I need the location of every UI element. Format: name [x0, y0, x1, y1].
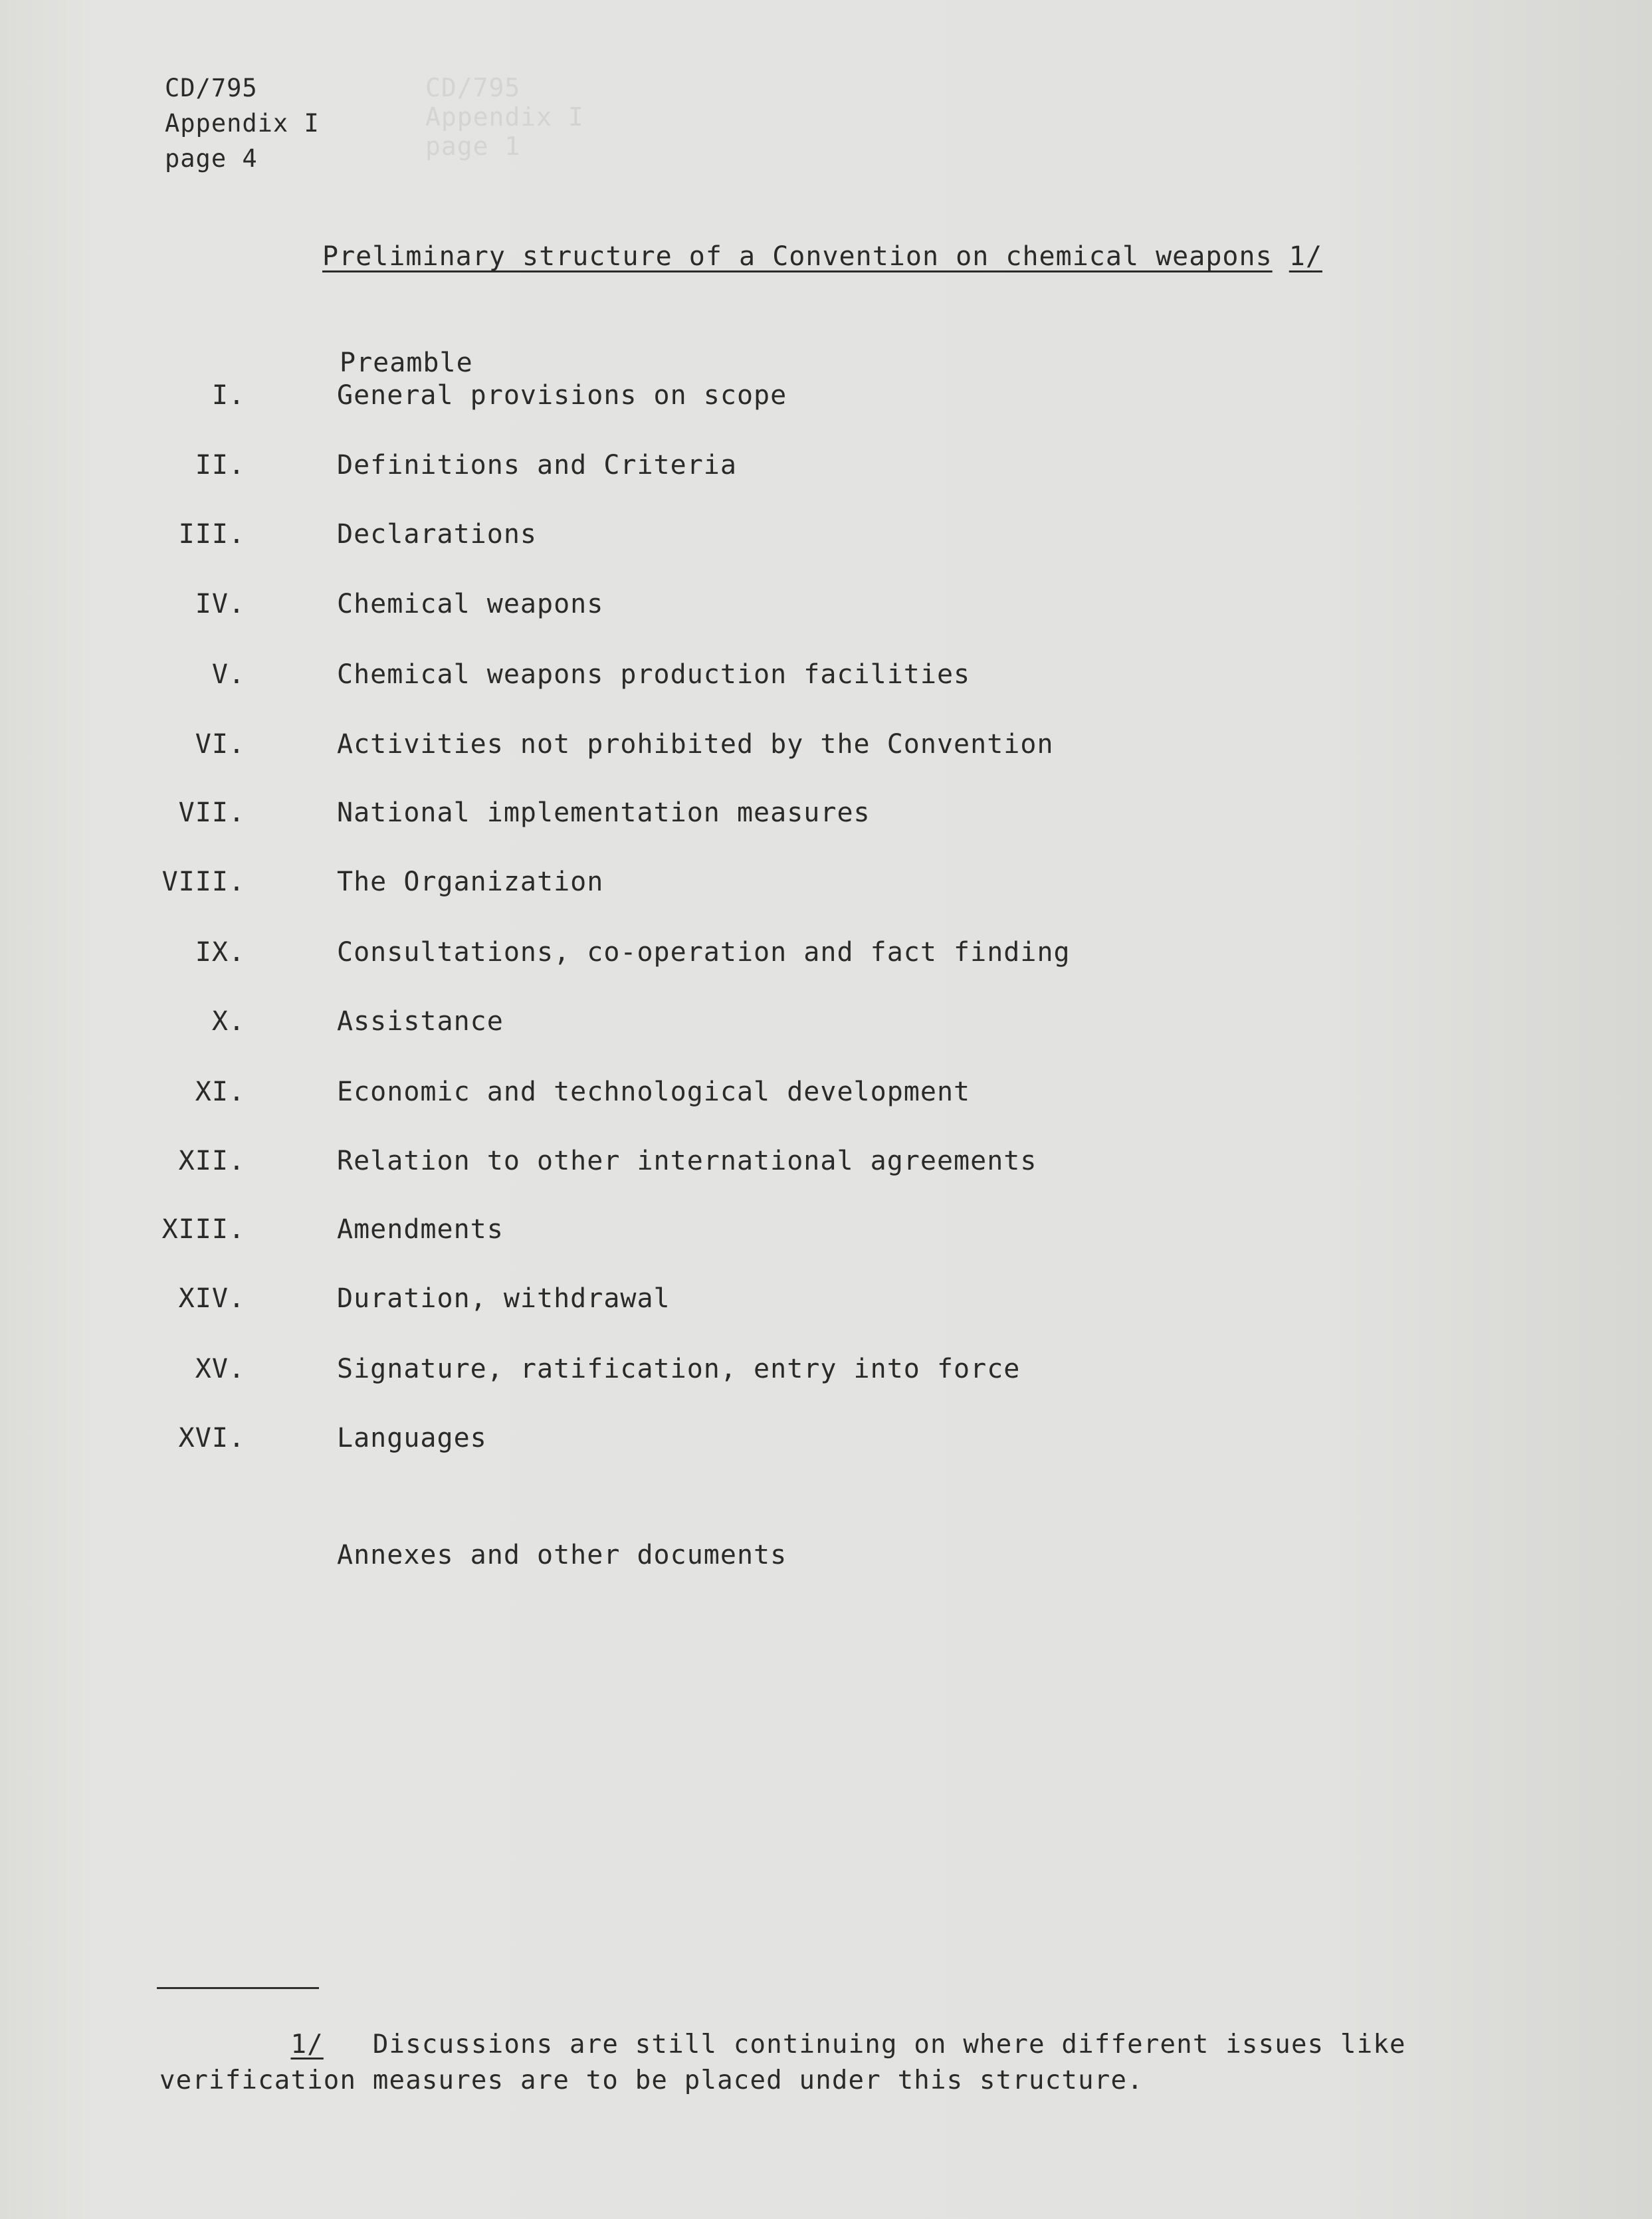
article-number: VIII. [161, 867, 245, 897]
article-number: VII. [178, 797, 245, 828]
article-row [0, 1211, 1652, 1248]
article-number: IV. [195, 589, 245, 619]
article-number: VI. [195, 729, 245, 760]
article-row [0, 1073, 1652, 1110]
document-symbol: CD/795 [165, 74, 258, 102]
article-title: General provisions on scope [337, 380, 787, 411]
footnote-mark: 1/ [290, 2030, 324, 2060]
document-title [322, 241, 1322, 272]
article-number: II. [195, 450, 245, 480]
article-number: III. [178, 519, 245, 550]
article-title: Activities not prohibited by the Convention [337, 729, 1054, 760]
article-row [0, 794, 1652, 831]
article-number: XIV. [178, 1283, 245, 1314]
article-title: The Organization [337, 867, 604, 897]
article-row [0, 1350, 1652, 1388]
article-title: Declarations [337, 519, 537, 550]
article-title: National implementation measures [337, 797, 871, 828]
article-row [0, 726, 1652, 763]
document-header [165, 70, 320, 176]
title-text: Preliminary structure of a Convention on chemical weapons [322, 241, 1273, 272]
annexes-label: Annexes and other documents [337, 1540, 787, 1570]
article-row [0, 585, 1652, 623]
preamble-row [0, 307, 1652, 378]
article-number: XI. [195, 1077, 245, 1107]
article-row [0, 863, 1652, 900]
article-row [0, 377, 1652, 414]
footnote-line-2: verification measures are to be placed under this structure. [159, 2065, 1144, 2095]
preamble-label: Preamble [340, 348, 473, 378]
article-title: Relation to other international agreements [337, 1146, 1037, 1176]
article-number: V. [211, 659, 245, 690]
article-row [0, 447, 1652, 484]
article-row [0, 1280, 1652, 1317]
footnote-divider [157, 1987, 319, 1989]
annexes-row [0, 1499, 1652, 1570]
article-number: XIII. [161, 1214, 245, 1245]
article-row [0, 1142, 1652, 1180]
article-number: XII. [178, 1146, 245, 1176]
article-number: X. [211, 1006, 245, 1037]
article-title: Amendments [337, 1214, 504, 1245]
article-title: Definitions and Criteria [337, 450, 737, 480]
article-row [0, 516, 1652, 553]
article-title: Chemical weapons [337, 589, 604, 619]
article-title: Consultations, co-operation and fact finding [337, 937, 1071, 968]
article-number: IX. [195, 937, 245, 968]
article-title: Signature, ratification, entry into force [337, 1354, 1021, 1384]
title-footnote-ref: 1/ [1289, 241, 1322, 272]
page-number: page 4 [165, 144, 258, 173]
article-title: Chemical weapons production facilities [337, 659, 971, 690]
footnote [159, 2027, 1621, 2099]
article-row [0, 656, 1652, 693]
article-title: Economic and technological development [337, 1077, 971, 1107]
article-number: XVI. [178, 1423, 245, 1453]
article-row [0, 1420, 1652, 1457]
article-number: XV. [195, 1354, 245, 1384]
article-title: Duration, withdrawal [337, 1283, 671, 1314]
article-row [0, 1003, 1652, 1040]
article-title: Assistance [337, 1006, 504, 1037]
footnote-line-1: Discussions are still continuing on where different issues like [372, 2030, 1406, 2060]
article-title: Languages [337, 1423, 487, 1453]
article-row [0, 934, 1652, 971]
article-number: I. [211, 380, 245, 411]
bleed-through-text: CD/795 Appendix I page 1 [425, 73, 584, 161]
appendix-label: Appendix I [165, 109, 320, 138]
